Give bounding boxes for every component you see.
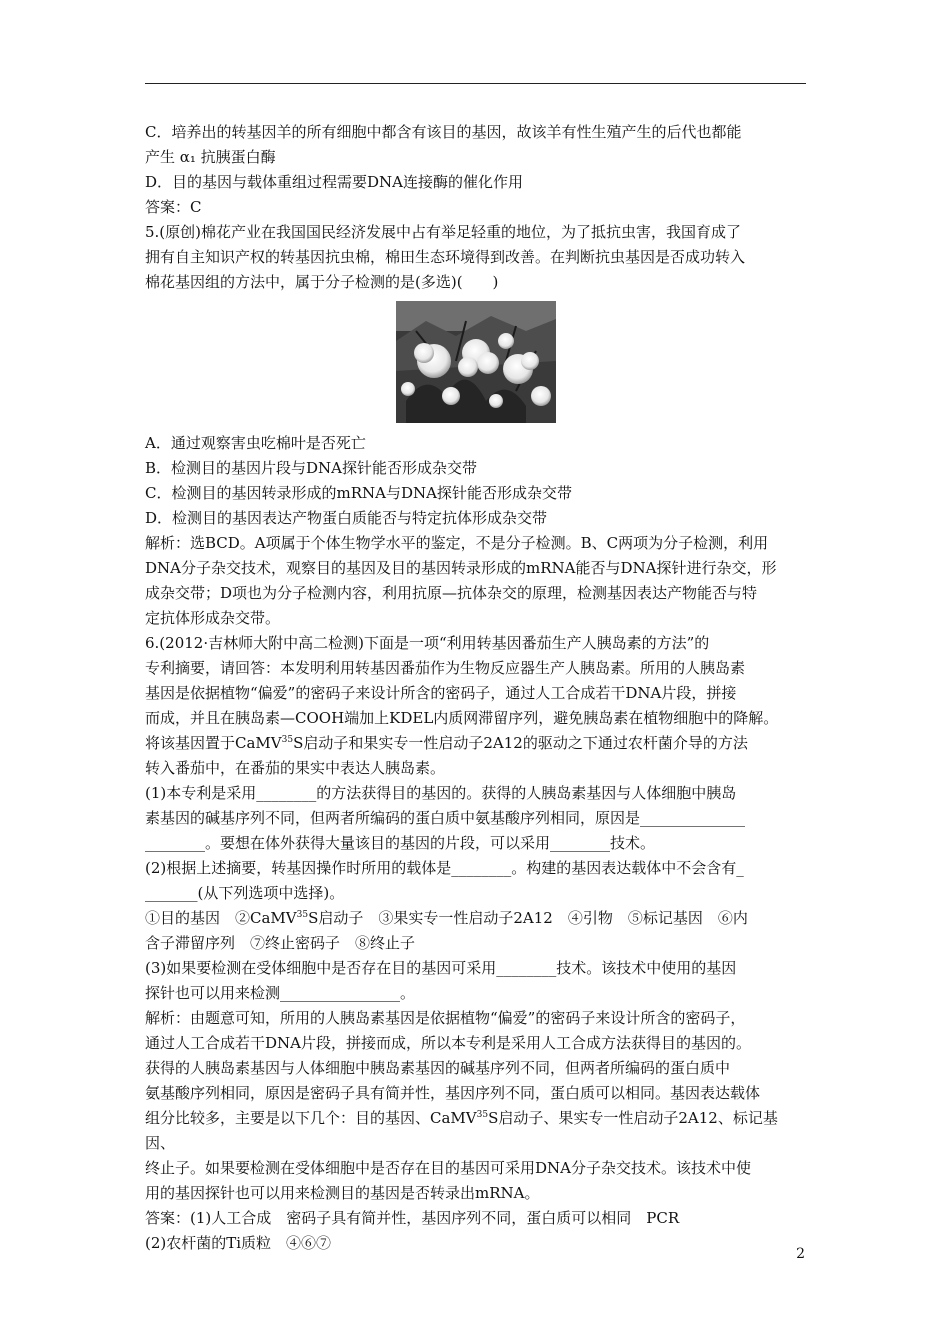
superscript: 35	[476, 1110, 489, 1120]
answer-6-line1: 答案：(1)人工合成 密码子具有简并性，基因序列不同，蛋白质可以相同 PCR	[145, 1209, 680, 1227]
question-5-line1: 5.(原创)棉花产业在我国国民经济发展中占有举足轻重的地位，为了抵抗虫害，我国育成了	[145, 223, 742, 241]
option-d-5: D．检测目的基因表达产物蛋白质能否与特定抗体形成杂交带	[145, 509, 548, 527]
question-5-line2: 拥有自主知识产权的转基因抗虫棉，棉田生态环境得到改善。在判断抗虫基因是否成功转入	[145, 248, 746, 266]
question-6-line5	[145, 731, 806, 756]
analysis-5-line2: DNA分子杂交技术，观察目的基因及目的基因转录形成的mRNA能否与DNA探针进行杂交，形	[145, 559, 777, 577]
sub-question-1-line1: (1)本专利是采用________的方法获得目的基因的。获得的人胰岛素基因与人体细胞中胰岛	[145, 784, 737, 802]
sub-question-3-line1: (3)如果要检测在受体细胞中是否存在目的基因可采用________技术。该技术中使用的基因	[145, 959, 737, 977]
option-d: D．目的基因与载体重组过程需要DNA连接酶的催化作用	[145, 173, 524, 191]
option-c: C．检测目的基因转录形成的mRNA与DNA探针能否形成杂交带	[145, 484, 572, 502]
text-segment: S启动子 ③果实专一性启动子2A12 ④引物 ⑤标记基因 ⑥内	[308, 909, 748, 927]
text-segment: 将该基因置于CaMV	[145, 734, 282, 752]
option-a: A．通过观察害虫吃棉叶是否死亡	[145, 434, 366, 452]
analysis-6-line1: 解析：由题意可知，所用的人胰岛素基因是依据植物“偏爱”的密码子来设计所含的密码子，	[145, 1009, 746, 1027]
text-segment: S启动子、果实专一性启动子2A12、标记基因、	[145, 1109, 778, 1152]
text-segment: 组分比较多，主要是以下几个：目的基因、CaMV	[145, 1109, 477, 1127]
sub-question-1-line3: ________。要想在体外获得大量该目的基因的片段，可以采用________技术。	[145, 834, 656, 852]
sub-question-1-line2: 素基因的碱基序列不同，但两者所编码的蛋白质中氨基酸序列相同，原因是______________	[145, 809, 746, 827]
question-6-line3: 基因是依据植物“偏爱”的密码子来设计所含的密码子，通过人工合成若干DNA片段，拼接	[145, 684, 737, 702]
option-c-line1: C．培养出的转基因羊的所有细胞中都含有该目的基因，故该羊有性生殖产生的后代也都能	[145, 123, 742, 141]
analysis-5-line3: 成杂交带；D项也为分子检测内容，利用抗原—抗体杂交的原理，检测基因表达产物能否与特	[145, 584, 758, 602]
option-b: B．检测目的基因片段与DNA探针能否形成杂交带	[145, 459, 478, 477]
option-c-line2: 产生 α₁ 抗胰蛋白酶	[145, 148, 276, 166]
analysis-6-line2: 通过人工合成若干DNA片段，拼接而成，所以本专利是采用人工合成方法获得目的基因的。	[145, 1034, 751, 1052]
analysis-6-line5	[145, 1106, 806, 1156]
question-6-line6: 转入番茄中，在番茄的果实中表达人胰岛素。	[145, 759, 446, 777]
analysis-5-line1: 解析：选BCD。A项属于个体生物学水平的鉴定，不是分子检测。B、C两项为分子检测，利用	[145, 534, 769, 552]
question-6-line2: 专利摘要，请回答：本发明利用转基因番茄作为生物反应器生产人胰岛素。所用的人胰岛素	[145, 659, 746, 677]
text-segment: S启动子和果实专一性启动子2A12的驱动之下通过农杆菌介导的方法	[293, 734, 748, 752]
question-6-line4: 而成，并且在胰岛素—COOH端加上KDEL内质网滞留序列，避免胰岛素在植物细胞中的降解。	[145, 709, 779, 727]
analysis-6-line6: 终止子。如果要检测在受体细胞中是否存在目的基因可采用DNA分子杂交技术。该技术中使	[145, 1159, 751, 1177]
choices-line1	[145, 906, 806, 931]
question-6-line1: 6.(2012·吉林师大附中高二检测)下面是一项“利用转基因番茄生产人胰岛素的方法”的	[145, 634, 710, 652]
text-segment: ①目的基因 ②CaMV	[145, 909, 297, 927]
header-rule	[145, 83, 806, 84]
analysis-5-line4: 定抗体形成杂交带。	[145, 609, 281, 627]
sub-question-2-line1: (2)根据上述摘要，转基因操作时所用的载体是________。构建的基因表达载体中不会含有_	[145, 859, 744, 877]
answer-6-line2: (2)农杆菌的Ti质粒 ④⑥⑦	[145, 1234, 332, 1252]
page-number: 2	[796, 1246, 805, 1262]
superscript: 35	[296, 910, 309, 920]
sub-question-2-line2: _______(从下列选项中选择)。	[145, 884, 345, 902]
sub-question-3-line2: 探针也可以用来检测________________。	[145, 984, 416, 1002]
analysis-6-line7: 用的基因探针也可以用来检测目的基因是否转录出mRNA。	[145, 1184, 540, 1202]
answer-4: 答案：C	[145, 198, 202, 216]
superscript: 35	[281, 735, 294, 745]
analysis-6-line3: 获得的人胰岛素基因与人体细胞中胰岛素基因的碱基序列不同，但两者所编码的蛋白质中	[145, 1059, 731, 1077]
question-5-line3: 棉花基因组的方法中，属于分子检测的是(多选)( )	[145, 273, 499, 291]
analysis-6-line4: 氨基酸序列相同，原因是密码子具有简并性，基因序列不同，蛋白质可以相同。基因表达载体	[145, 1084, 761, 1102]
cotton-photo	[396, 301, 556, 423]
choices-line2: 含子滞留序列 ⑦终止密码子 ⑧终止子	[145, 934, 416, 952]
page-body	[145, 120, 806, 1256]
